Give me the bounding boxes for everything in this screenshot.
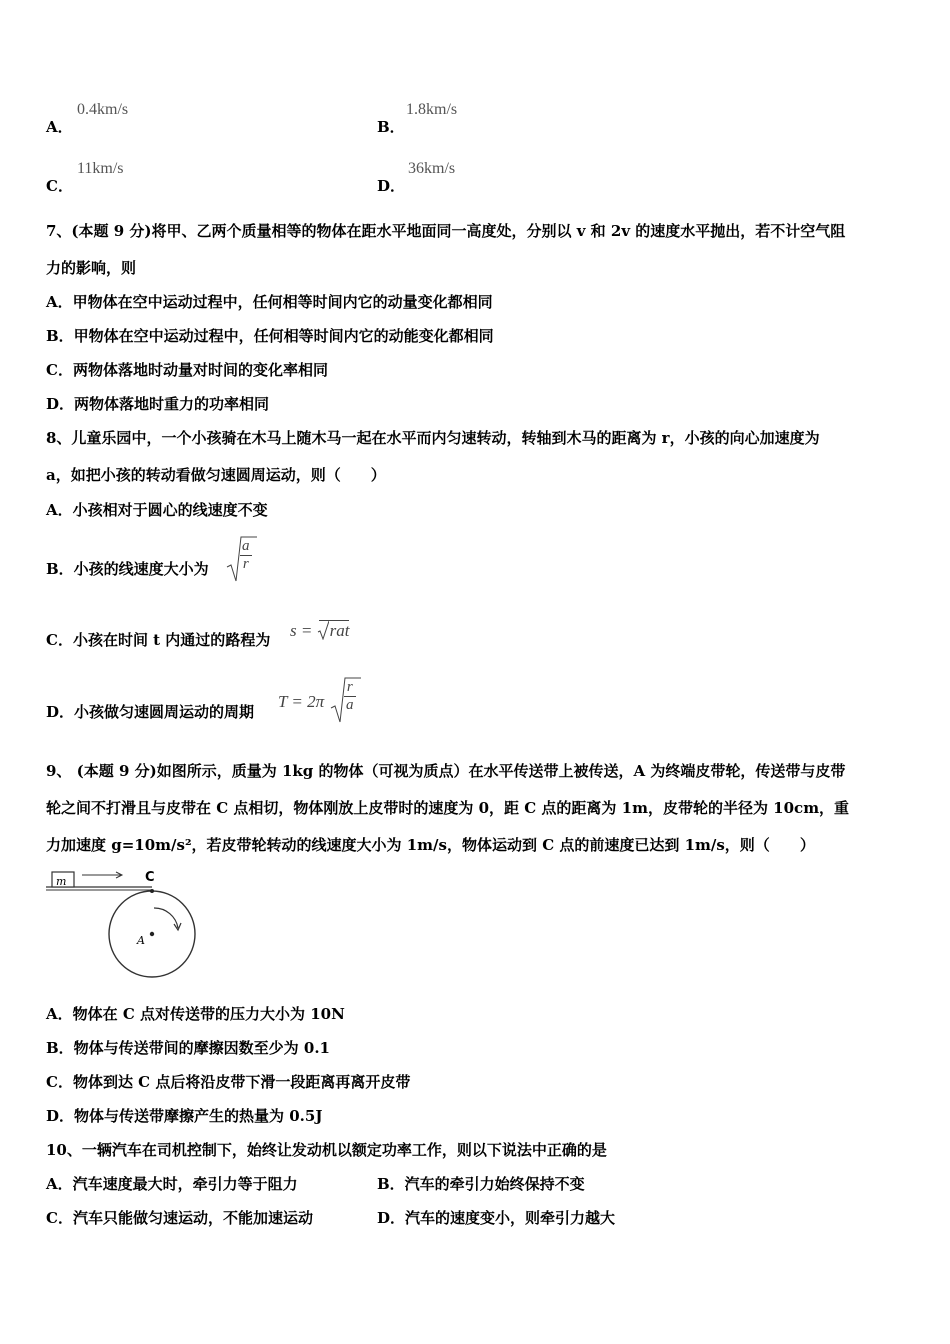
q7-stem-line1: 7、(本题 9 分)将甲、乙两个质量相等的物体在距水平地面同一高度处，分别以 v 和 2v 的速度水平抛出，若不计空气阻 — [46, 222, 846, 240]
q6-option-c-label: C． — [46, 177, 73, 195]
q8-option-c-text: C．小孩在时间 t 内通过的路程为 — [46, 631, 271, 649]
q6-option-d-label: D． — [377, 177, 406, 195]
point-a-label: A — [137, 934, 145, 947]
q9-figure — [44, 866, 204, 981]
q6-option-c-value: 11km/s — [77, 160, 124, 177]
q9-stem-line2: 轮之间不打滑且与皮带在 C 点相切，物体刚放上皮带时的速度为 0，距 C 点的距离为 1m，皮带轮的半径为 10cm，重 — [46, 799, 850, 817]
q8-c-lhs: s = — [290, 621, 313, 640]
q8-d-numerator: r — [346, 679, 353, 695]
q6-option-a-value: 0.4km/s — [77, 101, 129, 118]
q6-option-d-value: 36km/s — [408, 160, 456, 177]
q7-option-d: D．两物体落地时重力的功率相同 — [46, 395, 270, 413]
q9-option-c: C．物体到达 C 点后将沿皮带下滑一段距离再离开皮带 — [46, 1073, 411, 1091]
q8-c-radicand: rat — [329, 621, 350, 640]
q8-stem-line1: 8、儿童乐园中，一个小孩骑在木马上随木马一起在水平而内匀速转动，转轴到木马的距离为 r，小孩的向心加速度为 — [46, 429, 820, 447]
q9-stem-line3: 力加速度 g=10m/s²，若皮带轮转动的线速度大小为 1m/s，物体运动到 C 点的前速度已达到 1m/s，则（ ） — [46, 836, 815, 854]
q8-stem-line2: a，如把小孩的转动看做匀速圆周运动，则（ ） — [46, 466, 386, 484]
q8-option-c-formula — [290, 620, 349, 641]
q6-option-b-value: 1.8km/s — [406, 101, 458, 118]
sqrt-sign-icon — [317, 620, 329, 640]
q8-option-b-text: B．小孩的线速度大小为 — [46, 560, 209, 578]
q8-option-a: A．小孩相对于圆心的线速度不变 — [46, 501, 268, 519]
point-c-label: C — [145, 870, 155, 885]
q9-option-b: B．物体与传送带间的摩擦因数至少为 0.1 — [46, 1039, 330, 1057]
q10-option-d: D．汽车的速度变小，则牵引力越大 — [377, 1209, 616, 1227]
q6-option-a-label: A． — [46, 118, 73, 136]
q9-option-a: A．物体在 C 点对传送带的压力大小为 10N — [46, 1005, 345, 1023]
q10-option-a: A．汽车速度最大时，牵引力等于阻力 — [46, 1175, 298, 1193]
q8-b-denominator: r — [240, 555, 252, 573]
q8-c-radical — [319, 620, 350, 641]
q7-option-c: C．两物体落地时动量对时间的变化率相同 — [46, 361, 328, 379]
q10-option-c: C．汽车只能做匀速运动，不能加速运动 — [46, 1209, 313, 1227]
q7-option-b: B．甲物体在空中运动过程中，任何相等时间内它的动能变化都相同 — [46, 327, 494, 345]
q8-b-numerator: a — [242, 538, 250, 554]
q8-option-d-text: D．小孩做匀速圆周运动的周期 — [46, 703, 255, 721]
q6-option-b-label: B． — [377, 118, 405, 136]
q7-stem-line2: 力的影响，则 — [46, 259, 137, 277]
q8-b-fraction — [240, 538, 252, 573]
block-m-label: m — [56, 875, 67, 888]
q9-stem-line1: 9、 (本题 9 分)如图所示，质量为 1kg 的物体（可视为质点）在水平传送带上被传送，A 为终端皮带轮，传送带与皮带 — [46, 762, 846, 780]
q7-option-a: A．甲物体在空中运动过程中，任何相等时间内它的动量变化都相同 — [46, 293, 493, 311]
q10-option-b: B．汽车的牵引力始终保持不变 — [377, 1175, 585, 1193]
q8-option-d-lhs: T = 2π — [278, 692, 325, 711]
q9-option-d: D．物体与传送带摩擦产生的热量为 0.5J — [46, 1107, 323, 1125]
q10-stem: 10、一辆汽车在司机控制下，始终让发动机以额定功率工作，则以下说法中正确的是 — [46, 1141, 607, 1159]
conveyor-pulley-diagram — [44, 866, 204, 981]
q8-d-denominator: a — [346, 697, 354, 713]
q8-d-fraction — [344, 679, 356, 714]
